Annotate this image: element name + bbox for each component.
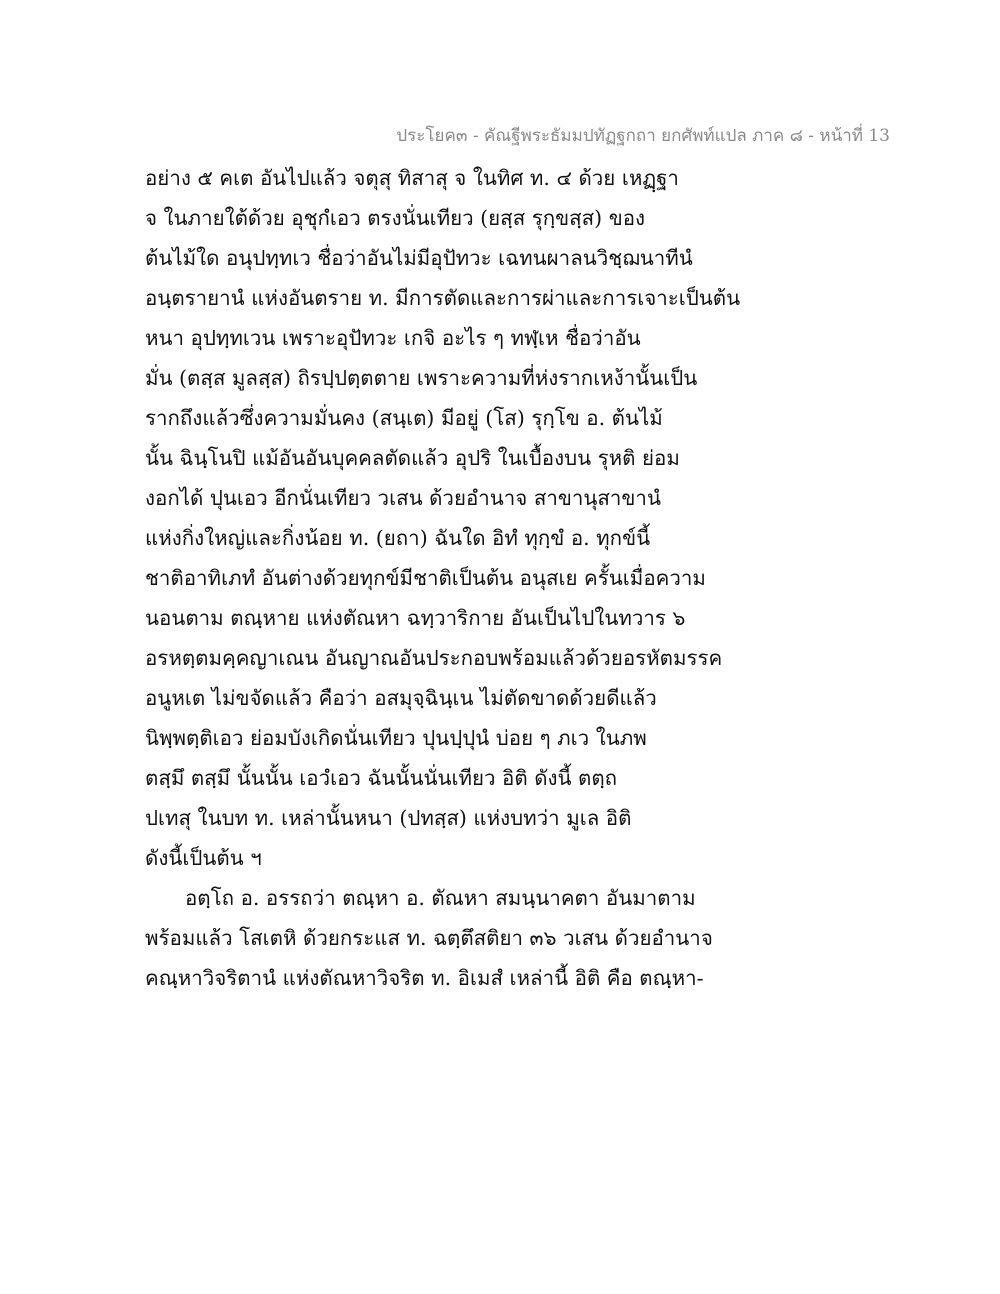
paragraph-2 — [145, 878, 905, 998]
text-line: หนา อุปทฺทเวน เพราะอุปัทวะ เกจิ อะไร ๆ ทฬฺเห ชื่อว่าอัน — [145, 326, 641, 350]
text-line: รากถึงแล้วซึ่งความมั่นคง (สนฺเต) มีอยู่ (โส) รุกฺโข อ. ต้นไม้ — [145, 406, 663, 430]
text-line: พร้อมแล้ว โสเตหิ ด้วยกระแส ท. ฉตฺตึสติยา ๓๖ วเสน ด้วยอำนาจ — [145, 926, 713, 950]
text-line: แห่งกิ่งใหญ่และกิ่งน้อย ท. (ยถา) ฉันใด อิทํ ทุกฺขํ อ. ทุกข์นี้ — [145, 526, 651, 550]
text-line: อนูหเต ไม่ขจัดแล้ว คือว่า อสมุจฺฉินฺเน ไม่ตัดขาดด้วยดีแล้ว — [145, 686, 657, 710]
paragraph-1 — [145, 158, 905, 878]
text-line: อนฺตรายานํ แห่งอันตราย ท. มีการตัดและการผ่าและการเจาะเป็นต้น — [145, 286, 741, 310]
text-line: ต้นไม้ใด อนุปทฺทเว ชื่อว่าอันไม่มีอุปัทวะ เฉทนผาลนวิชฺฌนาทีนํ — [145, 246, 693, 270]
text-line: นั้น ฉินฺโนปิ แม้อันอันบุคคลตัดแล้ว อุปริ ในเบื้องบน รุหติ ย่อม — [145, 446, 680, 470]
text-line: มั่น (ตสฺส มูลสฺส) ถิรปฺปตฺตตาย เพราะความที่ห่งรากเหง้านั้นเป็น — [145, 366, 698, 390]
text-line: ปเทสุ ในบท ท. เหล่านั้นหนา (ปทสฺส) แห่งบทว่า มูเล อิติ — [145, 806, 632, 830]
text-line: อรหตฺตมคฺคญาเณน อันญาณอันประกอบพร้อมแล้วด้วยอรหัตมรรค — [145, 646, 723, 670]
text-line: ชาติอาทิเภทํ อันต่างด้วยทุกข์มีชาติเป็นต้น อนุสเย ครั้นเมื่อความ — [145, 566, 706, 590]
text-line: นอนตาม ตณฺหาย แห่งตัณหา ฉทฺวาริกาย อันเป็นไปในทวาร ๖ — [145, 606, 686, 630]
text-line: นิพฺพตฺติเอว ย่อมบังเกิดนั่นเทียว ปุนปฺปุนํ บ่อย ๆ ภเว ในภพ — [145, 726, 647, 750]
text-line: งอกได้ ปุนเอว อีกนั่นเทียว วเสน ด้วยอำนาจ สาขานุสาขานํ — [145, 486, 661, 510]
running-header: ประโยค๓ - คัณฐีพระธัมมปทัฏฐกถา ยกศัพท์แปล ภาค ๘ - หน้าที่ 13 — [396, 126, 890, 146]
text-line: ดังนี้เป็นต้น ฯ — [145, 846, 262, 870]
text-line: อย่าง ๕ คเต อันไปแล้ว จตุสุ ทิสาสุ จ ในทิศ ท. ๔ ด้วย เหฏฺฐา — [145, 166, 679, 190]
text-line: อตฺโถ อ. อรรถว่า ตณฺหา อ. ตัณหา สมนฺนาคตา อันมาตาม — [185, 886, 696, 910]
page-body — [145, 158, 905, 998]
text-line: คณฺหาวิจริตานํ แห่งตัณหาวิจริต ท. อิเมสํ เหล่านี้ อิติ คือ ตณฺหา- — [145, 966, 704, 990]
text-line: ตสฺมึ ตสฺมึ นั้นนั้น เอวํเอว ฉันนั้นนั่นเทียว อิติ ดังนี้ ตตฺถ — [145, 766, 618, 790]
text-line: จ ในภายใต้ด้วย อุชุกํเอว ตรงนั่นเทียว (ยสฺส รุกฺขสฺส) ของ — [145, 206, 646, 230]
